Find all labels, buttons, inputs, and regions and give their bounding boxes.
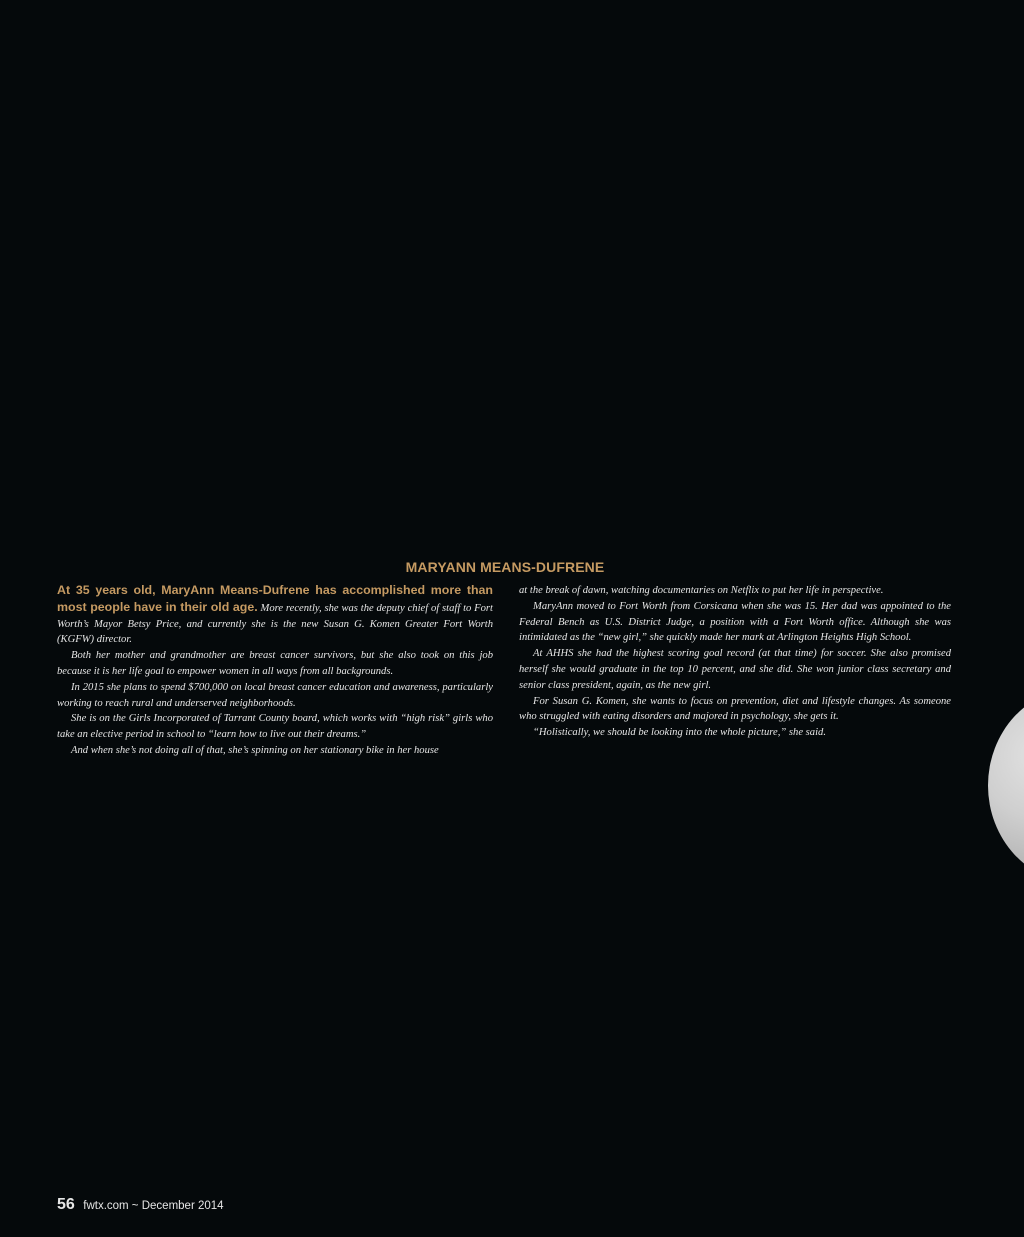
article-column-right	[519, 583, 951, 741]
article-paragraph: She is on the Girls Incorporated of Tarrant County board, which works with “high risk” girls who take an elective period in school to “learn how to live out their dreams.”	[57, 713, 493, 741]
decorative-sphere-image	[988, 688, 1024, 883]
page-number: 56	[57, 1196, 75, 1213]
article-paragraph: In 2015 she plans to spend $700,000 on local breast cancer education and awareness, particularly working to reach rural and underserved neighborhoods.	[57, 681, 493, 709]
article-lead: At 35 years old, MaryAnn Means-Dufrene has accomplished more than most people have in their old age.	[57, 583, 493, 614]
page-footer	[57, 1196, 224, 1214]
article-paragraph: At AHHS she had the highest scoring goal record (at that time) for soccer. She also promised herself she would graduate in the top 10 percent, and she did. She won junior class secretary and senior class president, again, as the new girl.	[519, 648, 951, 691]
article-paragraph: Both her mother and grandmother are breast cancer survivors, but she also took on this job because it is her life goal to empower women in all ways from all backgrounds.	[57, 650, 493, 677]
article-paragraph: For Susan G. Komen, she wants to focus on prevention, diet and lifestyle changes. As someone who struggled with eating disorders and majored in psychology, she gets it.	[519, 695, 951, 723]
article-column-left	[57, 583, 493, 759]
article-paragraph: MaryAnn moved to Fort Worth from Corsicana when she was 15. Her dad was appointed to the Federal Bench as U.S. District Judge, a position with a Fort Worth office. Although she was intimidated as the “new girl,” she quickly made her mark at Arlington Heights High School.	[519, 600, 951, 644]
article-headline: MARYANN MEANS-DUFRENE	[405, 559, 605, 575]
article-paragraph-text: More recently, she was the deputy chief of staff to Fort Worth’s Mayor Betsy Price, and currently she is the new Susan G. Komen Greater Fort Worth (KGFW) director.	[57, 602, 494, 646]
article-paragraph: at the break of dawn, watching documentaries on Netflix to put her life in perspective.	[519, 585, 884, 596]
publication-info: fwtx.com ~ December 2014	[83, 1200, 224, 1212]
article-paragraph: And when she’s not doing all of that, she’s spinning on her stationary bike in her house	[71, 744, 439, 756]
article-paragraph: “Holistically, we should be looking into the whole picture,” she said.	[533, 727, 826, 739]
article-paragraph	[57, 583, 493, 648]
